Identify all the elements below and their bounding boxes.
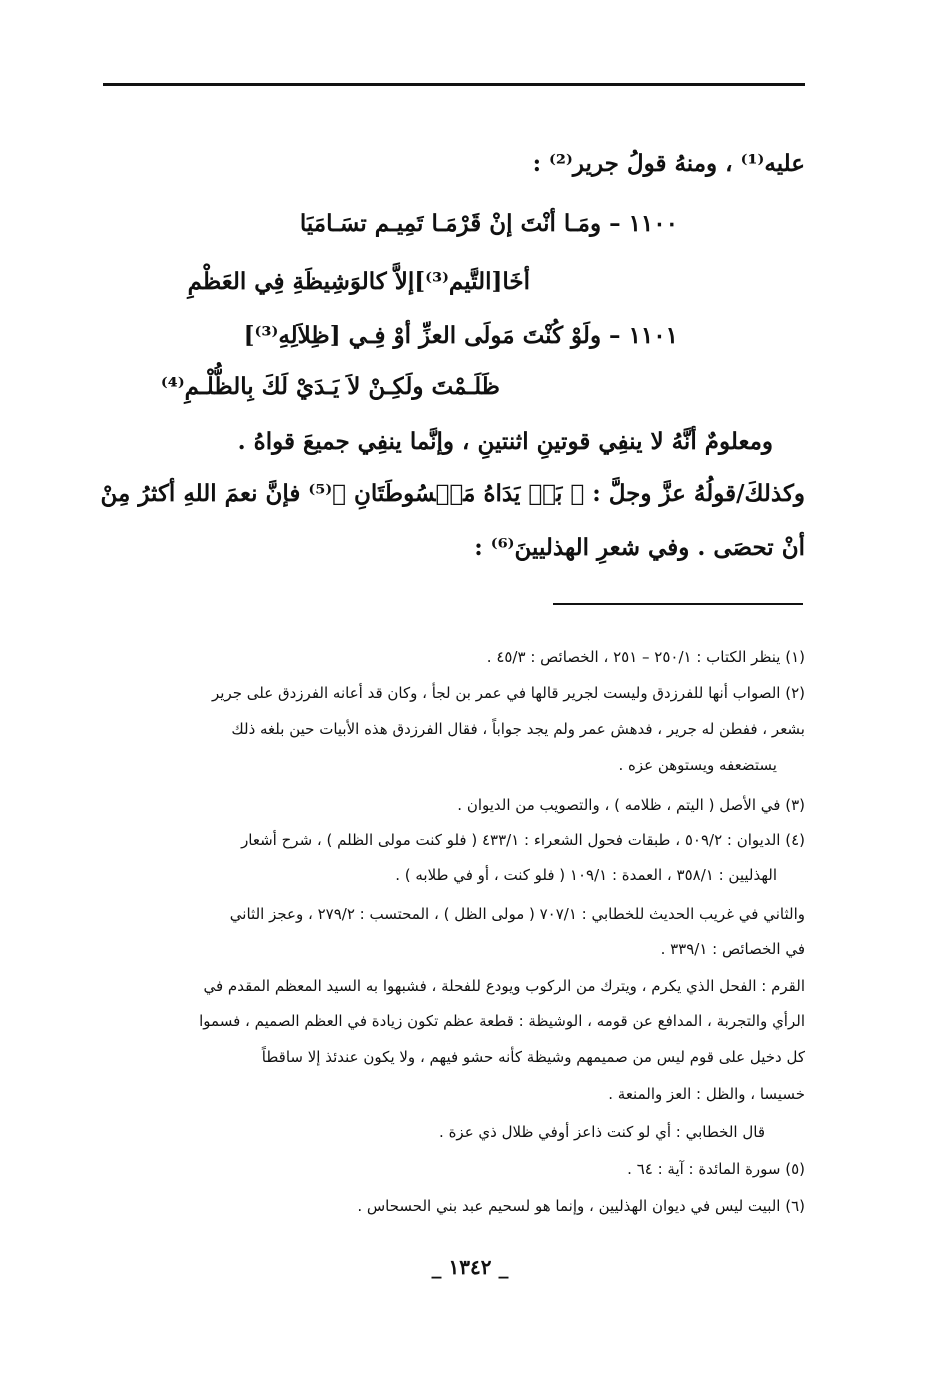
footnote-1: (١) ينظر الكتاب : ٢٥٠/١ – ٢٥١ ، الخصائص : ٤٥/٣ . [486,648,805,666]
footnote-4-cont-2: والثاني في غريب الحديث للخطابي : ٧٠٧/١ ( مولى الظل ) ، المحتسب : ٢٧٩/٢ ، وعجز الثاني [229,905,805,923]
page-number: _ ١٣٤٢ _ [431,1255,509,1279]
footnote-5: (٥) سورة المائدة : آية : ٦٤ . [627,1160,805,1178]
intro-line: عليه⁽¹⁾ ، ومنهُ قولُ جرير⁽²⁾ : [532,150,805,177]
footnote-2: (٢) الصواب أنها للفرزدق وليست لجرير قالها في عمر بن لجأ ، وكان قد أعانه الفرزدق على جرير [212,684,805,702]
footnote-2-cont-2: يستضعفه ويستوهن عزه . [618,756,777,774]
header-rule [103,83,805,86]
prose-line-2-quran: وكذلكَ/قولُهُ عزَّ وجلَّ : ﴿ بَلۡ يَدَاهُ مَبۡسُوطَتَانِ ﴾⁽⁵⁾ فإنَّ نعمَ اللهِ أكثرُ مِنْ [100,480,805,507]
verse-1101-second-hemistich: ظَلَـمْتَ ولَكِـنْ لاَ يَـدَيْ لَكَ بِالظُّلْـمِ⁽⁴⁾ [160,373,500,400]
prose-line-3: أنْ تحصَى . وفي شعرِ الهذليينَ⁽⁶⁾ : [474,534,805,561]
footnote-6: (٦) البيت ليس في ديوان الهذليين ، وإنما هو لسحيم عبد بني الحسحاس . [357,1197,805,1215]
footnote-4-cont-4: القرم : الفحل الذي يكرم ، ويترك من الركوب ويودع للفحلة ، فشبهوا به السيد المعظم المقدم في [203,977,805,995]
footnote-4-cont-8: قال الخطابي : أي لو كنت ذاعز أوفي ظلال ذي عزة . [439,1123,765,1141]
verse-1101-first-hemistich: ١١٠١ – ولَوْ كُنْتَ مَولَى العزِّ أوْ فِـي [ظِلاَلِهِ⁽³⁾] [243,322,678,349]
footnote-4: (٤) الديوان : ٥٠٩/٢ ، طبقات فحول الشعراء : ٤٣٣/١ ( فلو كنت مولى الظلم ) ، شرح أشعار [241,831,805,849]
footnote-2-cont-1: بشعر ، ففطن له جرير ، فدهش عمر ولم يجد جواباً ، فقال الفرزدق هذه الأبيات حين بلغه ذلك [231,720,805,738]
prose-line-1: ومعلومٌ أنَّهُ لا ينفِي قوتينِ اثنتينِ ، وإنَّما ينفِي جميعَ قواهُ . [237,428,773,455]
verse-1100-second-hemistich: أخَا[التَّيم⁽³⁾]إلاَّ كالوَشِيظَةِ فِي العَظْمِ [187,268,530,295]
footnote-3: (٣) في الأصل ( اليتم ، ظلامه ) ، والتصويب من الديوان . [457,796,805,814]
footnote-4-cont-1: الهذليين : ٣٥٨/١ ، العمدة : ١٠٩/١ ( فلو كنت ، أو في طلابه ) . [395,866,777,884]
verse-1100-first-hemistich: ١١٠٠ – ومَـا أنْتَ إنْ قَرْمَـا تَمِيـم تسَـامَيَا [299,210,678,237]
footnote-4-cont-5: الرأي والتجربة ، المدافع عن قومه ، الوشيظة : قطعة عظم تكون زيادة في العظم الصميم ، فسموا [199,1012,805,1030]
footnote-4-cont-3: في الخصائص : ٣٣٩/١ . [660,940,805,958]
footnote-4-cont-6: كل دخيل على قوم ليس من صميمهم وشيظة كأنه حشو فيهم ، ولا يكون عندئذ إلا ساقطاً [261,1048,805,1066]
footnote-separator [553,603,803,605]
footnote-4-cont-7: خسيسا ، والظل : العز والمنعة . [608,1085,805,1103]
